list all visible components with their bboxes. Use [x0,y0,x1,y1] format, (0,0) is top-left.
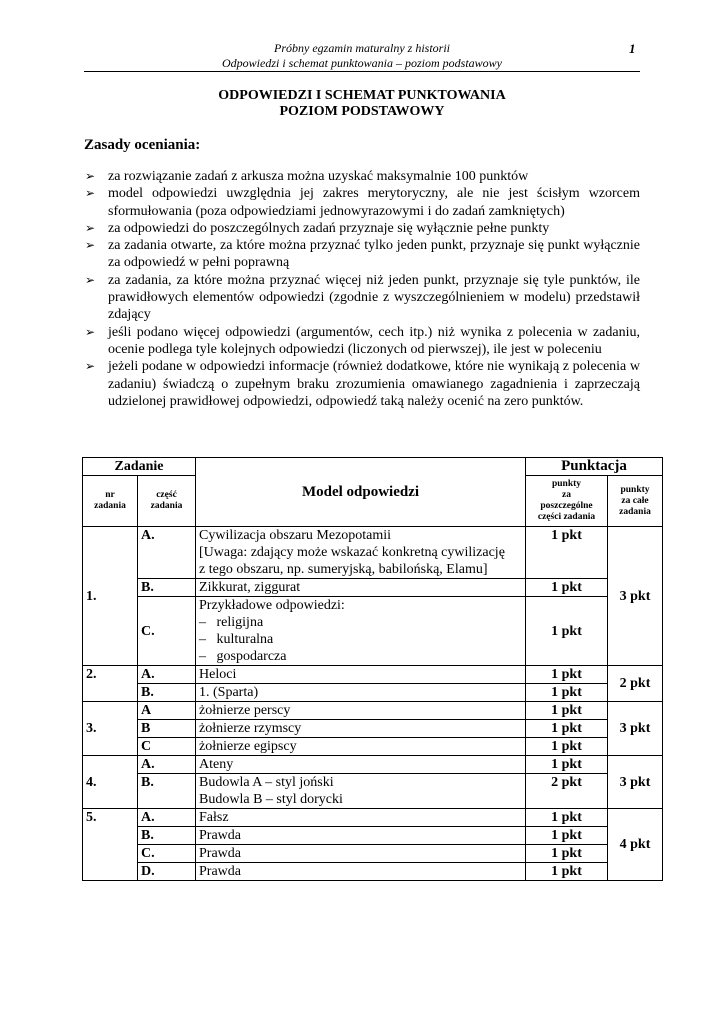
arrow-bullet-icon: ➢ [85,186,96,201]
answer-line: [Uwaga: zdający może wskazać konkretną cywilizację [199,545,505,560]
task-part: A [138,702,196,720]
task-part: A. [138,809,196,827]
table-row [83,827,663,845]
document-title [0,88,724,120]
task-part: D. [138,863,196,881]
pp-line-1: punkty [551,479,582,489]
task-total-points: 3 pkt [608,702,663,756]
table-row [83,738,663,756]
model-answer [196,527,526,579]
task-part: B. [138,827,196,845]
part-points: 1 pkt [526,809,608,827]
czesc-line-1: część [156,490,177,500]
col-header-czesc [138,476,196,527]
nr-line-2: zadania [94,501,126,511]
task-number: 3. [83,702,138,756]
task-part: C [138,738,196,756]
part-points: 1 pkt [526,527,608,579]
pc-line-3: zadania [619,506,651,517]
table-row [83,579,663,597]
model-answer: żołnierze rzymscy [196,720,526,738]
answer-line: – kulturalna [199,632,274,647]
part-points: 1 pkt [526,597,608,666]
task-part: B. [138,774,196,809]
arrow-bullet-icon: ➢ [85,324,96,339]
model-answer: żołnierze egipscy [196,738,526,756]
part-points: 2 pkt [526,774,608,809]
task-number: 2. [83,666,138,702]
part-points: 1 pkt [526,863,608,881]
part-points: 1 pkt [526,738,608,756]
rule-item [84,168,640,185]
task-total-points: 3 pkt [608,527,663,666]
answer-line: – religijna [199,615,264,630]
arrow-bullet-icon: ➢ [85,272,96,287]
rule-text: za zadania, za które można przyznać więcej niż jeden punkt, przyznaje się tyle punktów, ile prawidłowych elementów odpowiedzi (zgodnie z wyszczególnieniem w modelu) przedstawił zdający [108,272,640,323]
answer-line: Przykładowe odpowiedzi: [199,598,345,613]
table-row [83,863,663,881]
task-total-points: 3 pkt [608,756,663,809]
rules-list [84,168,640,410]
table-row [83,845,663,863]
answer-line: Cywilizacja obszaru Mezopotamii [199,528,392,543]
model-answer: Heloci [196,666,526,684]
part-points: 1 pkt [526,702,608,720]
col-header-model: Model odpowiedzi [196,458,526,527]
part-points: 1 pkt [526,666,608,684]
table-row [83,527,663,579]
part-points: 1 pkt [526,720,608,738]
arrow-bullet-icon: ➢ [85,220,96,235]
table-row [83,702,663,720]
rule-text: jeśli podano więcej odpowiedzi (argumentów, cech itp.) niż wynika z polecenia w zadaniu, ocenie podlega tyle kolejnych odpowiedzi (liczonych od pierwszej), ile jest w poleceniu [108,324,640,357]
arrow-bullet-icon: ➢ [85,238,96,253]
model-answer: żołnierze perscy [196,702,526,720]
col-header-nr [83,476,138,527]
task-part: B [138,720,196,738]
nr-line-1: nr [105,490,115,500]
task-part: B. [138,684,196,702]
model-answer: Prawda [196,863,526,881]
answer-line: Budowla A – styl joński [199,775,334,790]
rule-text: model odpowiedzi uwzględnia jej zakres merytoryczny, ale nie jest ścisłym wzorcem sformułowania (poza odpowiedziami jednowyrazowymi i do zadań zamkniętych) [108,186,640,219]
part-points: 1 pkt [526,579,608,597]
model-answer [196,774,526,809]
table-row [83,809,663,827]
title-line-2: POZIOM PODSTAWOWY [279,104,445,119]
table-row [83,756,663,774]
model-answer: Zikkurat, ziggurat [196,579,526,597]
model-answer [196,597,526,666]
task-total-points: 2 pkt [608,666,663,702]
title-line-1: ODPOWIEDZI I SCHEMAT PUNKTOWANIA [218,88,506,103]
table-row [83,774,663,809]
task-part: A. [138,666,196,684]
answer-line: Budowla B – styl dorycki [199,792,343,807]
header-row [83,458,663,476]
arrow-bullet-icon: ➢ [85,359,96,374]
pp-line-3: poszczególne [540,501,593,511]
task-number: 5. [83,809,138,881]
col-header-total-points [608,476,663,527]
col-header-part-points [526,476,608,527]
model-answer: Prawda [196,845,526,863]
rule-item [84,324,640,359]
rule-item [84,358,640,410]
pp-line-4: części zadania [537,512,596,522]
col-header-zadanie: Zadanie [83,458,196,476]
part-points: 1 pkt [526,827,608,845]
task-total-points: 4 pkt [608,809,663,881]
rule-text: za rozwiązanie zadań z arkusza można uzyskać maksymalnie 100 punktów [108,169,529,184]
table-row [83,666,663,684]
model-answer: Ateny [196,756,526,774]
header-subtitle: Odpowiedzi i schemat punktowania – poziom podstawowy [222,56,502,70]
header-divider [84,71,640,72]
table-row [83,684,663,702]
rules-heading: Zasady oceniania: [84,137,201,153]
model-answer: 1. (Sparta) [196,684,526,702]
answer-line: – gospodarcza [199,649,287,664]
answer-line: z tego obszaru, np. sumeryjską, babilońską, Elamu] [199,562,488,577]
task-part: B. [138,579,196,597]
task-part: C. [138,597,196,666]
part-points: 1 pkt [526,756,608,774]
pc-line-1: punkty [620,484,650,495]
scoring-table [82,457,663,881]
task-part: C. [138,845,196,863]
page-number: 1 [629,41,636,56]
task-part: A. [138,527,196,579]
table-row [83,597,663,666]
task-number: 1. [83,527,138,666]
czesc-line-2: zadania [150,501,183,511]
model-answer: Fałsz [196,809,526,827]
table-row [83,720,663,738]
pc-line-2: za całe [621,495,649,506]
task-part: A. [138,756,196,774]
header-exam-title: Próbny egzamin maturalny z historii [274,41,450,55]
model-answer: Prawda [196,827,526,845]
rule-text: za zadania otwarte, za które można przyznać tylko jeden punkt, przyznaje się punkt wyłącznie za odpowiedź w pełni poprawną [108,238,640,271]
col-header-punktacja: Punktacja [526,458,663,476]
rule-item [84,185,640,220]
rule-text: za odpowiedzi do poszczególnych zadań przyznaje się wyłącznie pełne punkty [108,220,550,236]
rule-item [84,220,640,237]
task-number: 4. [83,756,138,809]
part-points: 1 pkt [526,684,608,702]
rule-item [84,237,640,272]
rule-item [84,272,640,324]
pp-line-2: za [562,490,571,500]
part-points: 1 pkt [526,845,608,863]
arrow-bullet-icon: ➢ [85,169,96,183]
rule-text: jeżeli podane w odpowiedzi informacje (również dodatkowe, które nie wynikają z polecenia w zadaniu) świadczą o zupełnym braku zrozumienia omawianego zagadnienia i zaprzeczają udzielonej prawidłowej odpowiedzi, odpowiedź taką należy ocenić na zero punktów. [108,359,640,409]
